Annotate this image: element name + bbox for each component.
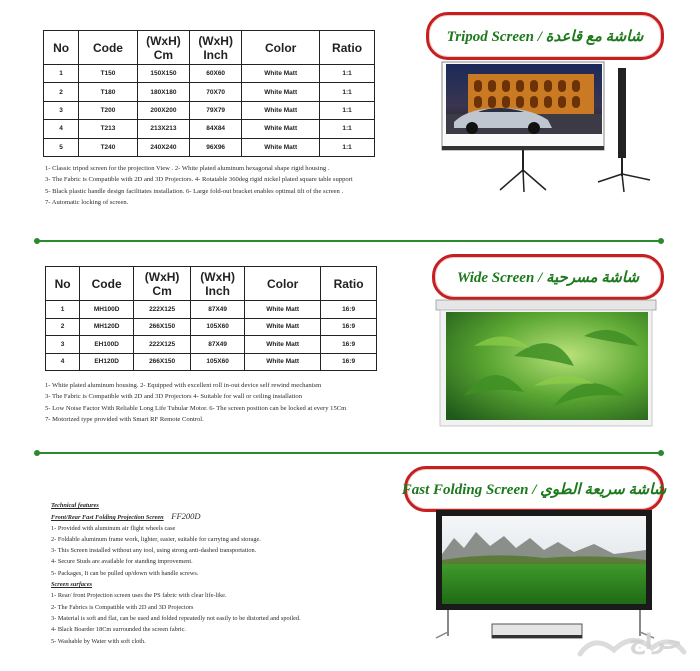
col-header: Ratio — [321, 267, 377, 301]
list-item: 3- Material is soft and flat, can be used and folded repeatedly not easily to be distorted and spoiled. — [51, 614, 301, 622]
col-header: (WxH) Cm — [137, 31, 189, 65]
wide-features — [45, 380, 346, 426]
col-header: Code — [79, 31, 138, 65]
table-cell: 5 — [44, 138, 79, 156]
section-divider — [36, 452, 662, 454]
table-cell: 16:9 — [321, 318, 377, 336]
table-cell: 266X150 — [134, 353, 191, 371]
wide-title: Wide Screen / شاشة مسرحية — [456, 269, 640, 286]
wide-title-badge — [432, 254, 664, 300]
wide-spec-table — [45, 266, 377, 371]
table-cell: 240X240 — [137, 138, 189, 156]
table-cell: 4 — [46, 353, 80, 371]
table-cell: 96X96 — [190, 138, 242, 156]
table-cell: 2 — [44, 83, 79, 101]
table-cell: T213 — [79, 120, 138, 138]
table-cell: 4 — [44, 120, 79, 138]
table-cell: 1:1 — [320, 138, 375, 156]
table-cell: 222X125 — [134, 301, 191, 319]
table-row — [44, 138, 375, 156]
folding-subheading: Front/Rear Fast Folding Projection Screen — [51, 514, 164, 522]
table-row — [46, 301, 377, 319]
list-item: 3- This Screen installed without any tool, using strong anti-dashed transportation. — [51, 547, 257, 555]
watermark-logo — [574, 624, 690, 664]
list-item: 5- Washable by Water with soft cloth. — [51, 637, 146, 645]
tripod-screen-image — [438, 60, 658, 195]
table-cell: T240 — [79, 138, 138, 156]
list-item: 5- Low Noise Factor With Reliable Long Life Tubular Motor. 6- The screen position can be locked at every 15Cm — [45, 404, 347, 412]
table-cell: 60X60 — [190, 65, 242, 83]
table-cell: 1:1 — [320, 120, 375, 138]
folding-title-badge — [401, 466, 667, 512]
table-cell: White Matt — [245, 336, 321, 354]
table-row — [46, 336, 377, 354]
list-item: 1- Rear/ front Projection screen uses the PS fabric with clear life-like. — [51, 592, 227, 600]
list-item: 1- White plated aluminum housing. 2- Equipped with excellent roll in-out device self rewind mechanism — [45, 382, 322, 389]
section-divider — [36, 240, 662, 242]
table-cell: T150 — [79, 65, 138, 83]
list-item: 1- Classic tripod screen for the projection View . 2- White plated aluminum hexagonal shape rigid housing . — [45, 165, 330, 172]
table-row — [46, 353, 377, 371]
list-item: 2- Foldable aluminum frame work, lighter, easier, suitable for carrying and storage. — [51, 535, 261, 543]
table-cell: 105X60 — [191, 353, 245, 371]
table-cell: 16:9 — [321, 353, 377, 371]
table-cell: T180 — [79, 83, 138, 101]
table-cell: 3 — [44, 101, 79, 119]
folding-features — [51, 500, 301, 647]
col-header: No — [46, 267, 80, 301]
table-cell: 2 — [46, 318, 80, 336]
list-item: 5- Packages, It can be pulled up/down with handle screws. — [51, 569, 199, 577]
list-item: 7- Automatic locking of screen. — [45, 199, 129, 207]
table-cell: White Matt — [245, 353, 321, 371]
table-cell: 79X79 — [190, 101, 242, 119]
table-cell: 1:1 — [320, 65, 375, 83]
table-cell: White Matt — [242, 138, 320, 156]
table-cell: 87X49 — [191, 301, 245, 319]
table-row — [44, 120, 375, 138]
list-item: 1- Provided with aluminum air flight wheels case — [51, 524, 176, 532]
table-cell: 1 — [46, 301, 80, 319]
table-cell: 105X60 — [191, 318, 245, 336]
table-row — [44, 83, 375, 101]
table-cell: 70X70 — [190, 83, 242, 101]
table-cell: EH100D — [80, 336, 134, 354]
table-row — [44, 101, 375, 119]
table-cell: 222X125 — [134, 336, 191, 354]
table-cell: MH100D — [80, 301, 134, 319]
table-cell: 200X200 — [137, 101, 189, 119]
table-cell: MH120D — [80, 318, 134, 336]
wide-screen-image — [434, 296, 658, 432]
col-header: Color — [242, 31, 320, 65]
tripod-title: Tripod Screen / شاشة مع قاعدة — [446, 28, 644, 45]
table-cell: 16:9 — [321, 301, 377, 319]
table-cell: White Matt — [242, 101, 320, 119]
table-cell: 266X150 — [134, 318, 191, 336]
list-item: 4- Black Boarder 18Cm surrounded the screen fabric. — [51, 626, 186, 634]
surfaces-heading: Screen surfaces — [51, 581, 93, 589]
table-cell: 3 — [46, 336, 80, 354]
col-header: Color — [245, 267, 321, 301]
tripod-features — [45, 163, 353, 209]
folding-title: Fast Folding Screen / شاشة سريعة الطوي — [401, 481, 667, 498]
watermark-text: حراج — [629, 630, 682, 655]
table-cell: White Matt — [242, 83, 320, 101]
table-cell: White Matt — [245, 301, 321, 319]
table-row — [44, 65, 375, 83]
table-cell: 213X213 — [137, 120, 189, 138]
table-cell: 87X49 — [191, 336, 245, 354]
col-header: (WxH) Inch — [191, 267, 245, 301]
table-cell: White Matt — [242, 120, 320, 138]
table-cell: 180X180 — [137, 83, 189, 101]
table-cell: 150X150 — [137, 65, 189, 83]
table-cell: 16:9 — [321, 336, 377, 354]
table-cell: 1:1 — [320, 83, 375, 101]
col-header: (WxH) Cm — [134, 267, 191, 301]
list-item: 3- The Fabric is Compatible with 2D and 3D Projectors. 4- Rotatable 360deg rigid nickel plated square table support — [45, 176, 353, 184]
table-cell: 1:1 — [320, 101, 375, 119]
tripod-title-badge — [426, 12, 664, 60]
table-cell: EH120D — [80, 353, 134, 371]
table-cell: 1 — [44, 65, 79, 83]
list-item: 5- Black plastic handle design facilitates installation. 6- Large fold-out bracket enables optimal tilt of the screen . — [45, 187, 344, 195]
model-number: FF200D — [171, 511, 201, 522]
list-item: 4- Secure Studs are available for standing improvement. — [51, 558, 193, 566]
table-cell: White Matt — [245, 318, 321, 336]
tripod-spec-table — [43, 30, 375, 157]
technical-heading: Technical features — [51, 502, 99, 509]
table-row — [46, 318, 377, 336]
list-item: 3- The Fabric is Compatible with 2D and 3D Projectors 4- Suitable for wall or ceiling installation — [45, 393, 302, 401]
list-item: 7- Motorized type provided with Smart RF Remote Control. — [45, 416, 204, 424]
list-item: 2- The Fabrics is Compatible with 2D and 3D Projectors — [51, 603, 194, 611]
table-cell: T200 — [79, 101, 138, 119]
col-header: Ratio — [320, 31, 375, 65]
col-header: No — [44, 31, 79, 65]
table-cell: White Matt — [242, 65, 320, 83]
col-header: (WxH) Inch — [190, 31, 242, 65]
col-header: Code — [80, 267, 134, 301]
table-cell: 84X84 — [190, 120, 242, 138]
